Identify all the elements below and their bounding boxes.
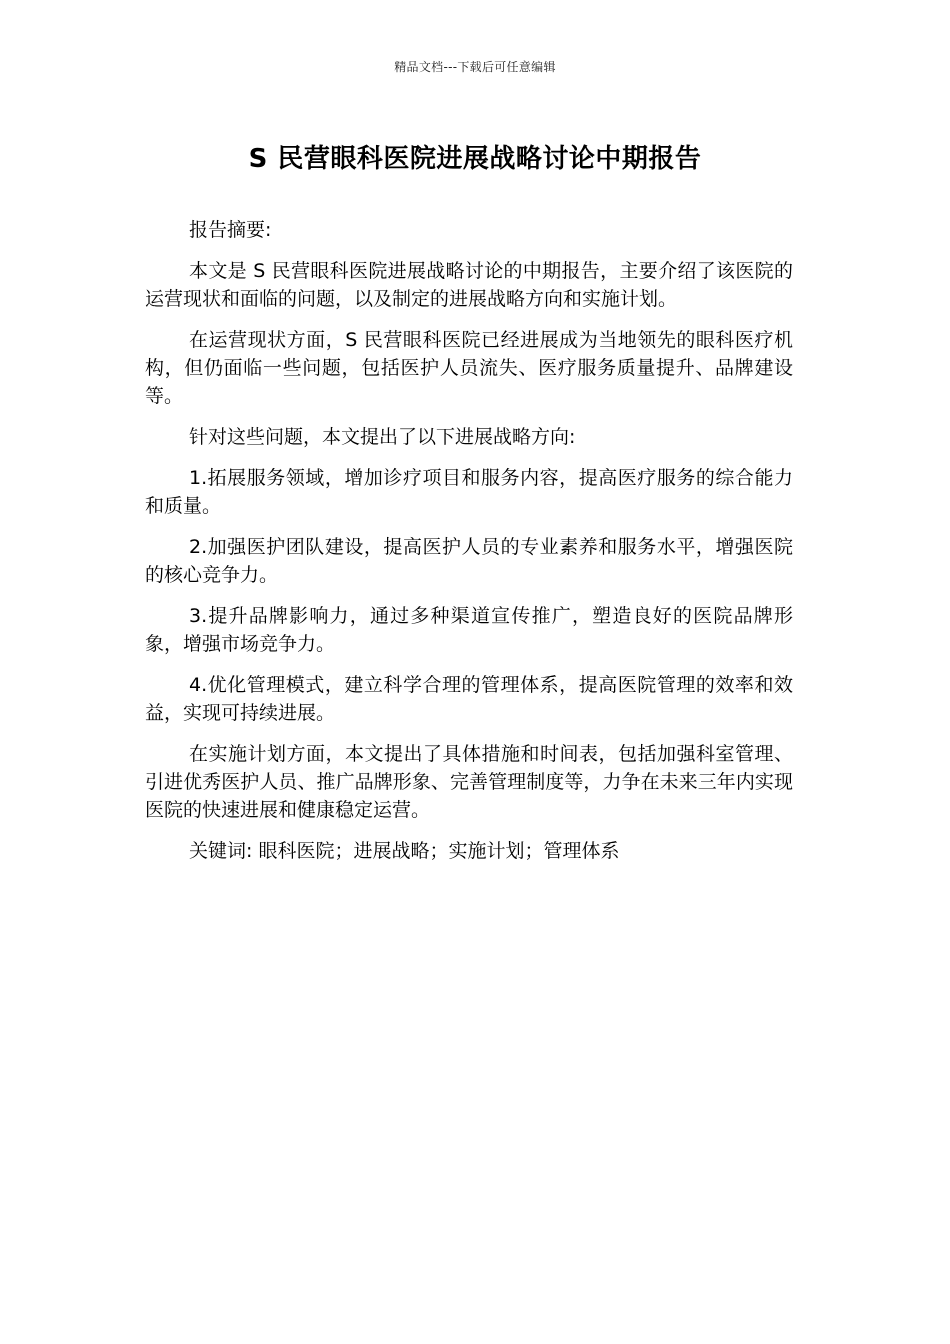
intro-paragraph: 本文是 S 民营眼科医院进展战略讨论的中期报告，主要介绍了该医院的运营现状和面临的问题，以及制定的进展战略方向和实施计划。 — [145, 260, 793, 310]
abstract-heading: 报告摘要: — [189, 219, 272, 241]
plan-paragraph: 在实施计划方面，本文提出了具体措施和时间表，包括加强科室管理、引进优秀医护人员、推广品牌形象、完善管理制度等，力争在未来三年内实现医院的快速进展和健康稳定运营。 — [145, 743, 793, 821]
document-title: S 民营眼科医院进展战略讨论中期报告 — [248, 144, 702, 174]
document-body — [145, 216, 793, 878]
strategy-item-1: 1.拓展服务领域，增加诊疗项目和服务内容，提高医疗服务的综合能力和质量。 — [145, 467, 793, 517]
status-paragraph: 在运营现状方面，S 民营眼科医院已经进展成为当地领先的眼科医疗机构，但仍面临一些问题，包括医护人员流失、医疗服务质量提升、品牌建设等。 — [145, 329, 793, 407]
strategy-item-2: 2.加强医护团队建设，提高医护人员的专业素养和服务水平，增强医院的核心竞争力。 — [145, 536, 793, 586]
keywords-paragraph: 关键词: 眼科医院；进展战略；实施计划；管理体系 — [189, 840, 620, 862]
strategy-lead-paragraph: 针对这些问题，本文提出了以下进展战略方向: — [189, 426, 576, 448]
strategy-item-4: 4.优化管理模式，建立科学合理的管理体系，提高医院管理的效率和效益，实现可持续进展。 — [145, 674, 793, 724]
strategy-item-3: 3.提升品牌影响力，通过多种渠道宣传推广，塑造良好的医院品牌形象，增强市场竞争力。 — [145, 605, 793, 655]
header-note: 精品文档---下载后可任意编辑 — [394, 60, 556, 74]
